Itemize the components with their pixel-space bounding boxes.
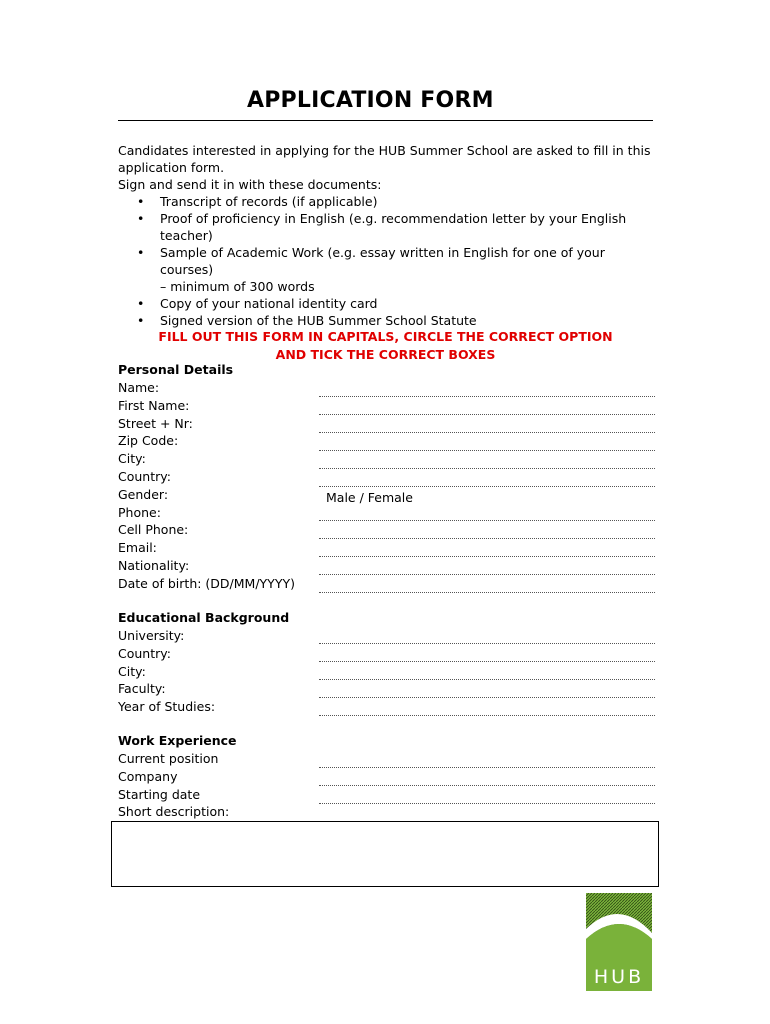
personal-input-line[interactable] bbox=[319, 486, 655, 487]
personal-field-label: Cell Phone: bbox=[118, 522, 189, 538]
bullet-icon: • bbox=[137, 313, 145, 328]
intro-section bbox=[118, 142, 658, 329]
personal-input-line[interactable] bbox=[319, 556, 655, 557]
personal-field-label: Country: bbox=[118, 469, 171, 484]
hub-logo bbox=[586, 893, 652, 991]
personal-input-line[interactable] bbox=[319, 414, 655, 415]
work-field-label: Starting date bbox=[118, 786, 201, 802]
personal-field-label: Nationality: bbox=[118, 558, 190, 573]
document-item bbox=[118, 312, 658, 329]
document-item-text: Signed version of the HUB Summer School Statute bbox=[160, 313, 477, 328]
logo-text: HUB bbox=[593, 966, 645, 988]
document-item bbox=[118, 295, 658, 312]
education-field-label: University: bbox=[118, 628, 185, 643]
personal-field-label: Email: bbox=[118, 540, 157, 556]
education-input-line[interactable] bbox=[319, 643, 655, 644]
education-field-label: Faculty: bbox=[118, 681, 166, 697]
intro-line: Candidates interested in applying for the HUB Summer School are asked to fill in this bbox=[118, 143, 651, 158]
notice-line: AND TICK THE CORRECT BOXES bbox=[275, 347, 496, 362]
personal-field-label: Zip Code: bbox=[118, 433, 179, 449]
personal-field-label: Gender: bbox=[118, 486, 169, 502]
document-item bbox=[118, 193, 658, 210]
gender-options[interactable]: Male / Female bbox=[326, 490, 413, 505]
instructions-notice bbox=[118, 328, 653, 364]
document-item bbox=[118, 210, 658, 244]
personal-input-line[interactable] bbox=[319, 520, 655, 521]
document-item-text: Copy of your national identity card bbox=[160, 296, 378, 311]
document-item-text: Proof of proficiency in English (e.g. recommendation letter by your English bbox=[160, 211, 627, 226]
bullet-icon: • bbox=[137, 245, 145, 260]
documents-list bbox=[118, 193, 658, 329]
document-item-text: teacher) bbox=[160, 228, 213, 243]
work-input-line[interactable] bbox=[319, 767, 655, 768]
education-field-label: City: bbox=[118, 663, 146, 679]
document-item bbox=[118, 244, 658, 295]
educational-background-heading: Educational Background bbox=[118, 610, 290, 625]
personal-input-line[interactable] bbox=[319, 396, 655, 397]
work-experience-heading: Work Experience bbox=[118, 733, 237, 748]
education-input-line[interactable] bbox=[319, 679, 655, 680]
document-item-text: Sample of Academic Work (e.g. essay written in English for one of your courses) bbox=[160, 245, 605, 277]
personal-field-label: Phone: bbox=[118, 504, 161, 520]
bullet-icon: • bbox=[137, 194, 145, 209]
notice-line: FILL OUT THIS FORM IN CAPITALS, CIRCLE THE CORRECT OPTION bbox=[158, 329, 613, 344]
work-field-label: Current position bbox=[118, 751, 219, 766]
bullet-icon: • bbox=[137, 211, 145, 226]
personal-field-label: City: bbox=[118, 451, 146, 467]
education-field-label: Year of Studies: bbox=[118, 699, 216, 715]
personal-field-label: First Name: bbox=[118, 397, 190, 413]
education-input-line[interactable] bbox=[319, 661, 655, 662]
personal-input-line[interactable] bbox=[319, 574, 655, 575]
document-item-text: – minimum of 300 words bbox=[160, 279, 315, 294]
personal-details-heading: Personal Details bbox=[118, 362, 234, 377]
bullet-icon: • bbox=[137, 296, 145, 311]
intro-line: Sign and send it in with these documents: bbox=[118, 177, 382, 192]
work-input-line[interactable] bbox=[319, 803, 655, 804]
intro-line: application form. bbox=[118, 160, 225, 175]
education-field-label: Country: bbox=[118, 645, 171, 661]
personal-input-line[interactable] bbox=[319, 450, 655, 451]
personal-input-line[interactable] bbox=[319, 468, 655, 469]
personal-field-label: Street + Nr: bbox=[118, 415, 193, 431]
work-input-line[interactable] bbox=[319, 785, 655, 786]
title-underline bbox=[118, 120, 653, 121]
education-input-line[interactable] bbox=[319, 697, 655, 698]
personal-input-line[interactable] bbox=[319, 538, 655, 539]
work-field-label: Company bbox=[118, 768, 178, 784]
personal-field-label: Name: bbox=[118, 380, 160, 395]
work-field-label: Short description: bbox=[118, 804, 230, 820]
education-input-line[interactable] bbox=[319, 715, 655, 716]
personal-input-line[interactable] bbox=[319, 592, 655, 593]
short-description-box[interactable] bbox=[111, 821, 659, 887]
personal-input-line[interactable] bbox=[319, 432, 655, 433]
page-title: APPLICATION FORM bbox=[247, 88, 494, 113]
personal-field-label: Date of birth: (DD/MM/YYYY) bbox=[118, 575, 295, 591]
document-item-text: Transcript of records (if applicable) bbox=[160, 194, 378, 209]
